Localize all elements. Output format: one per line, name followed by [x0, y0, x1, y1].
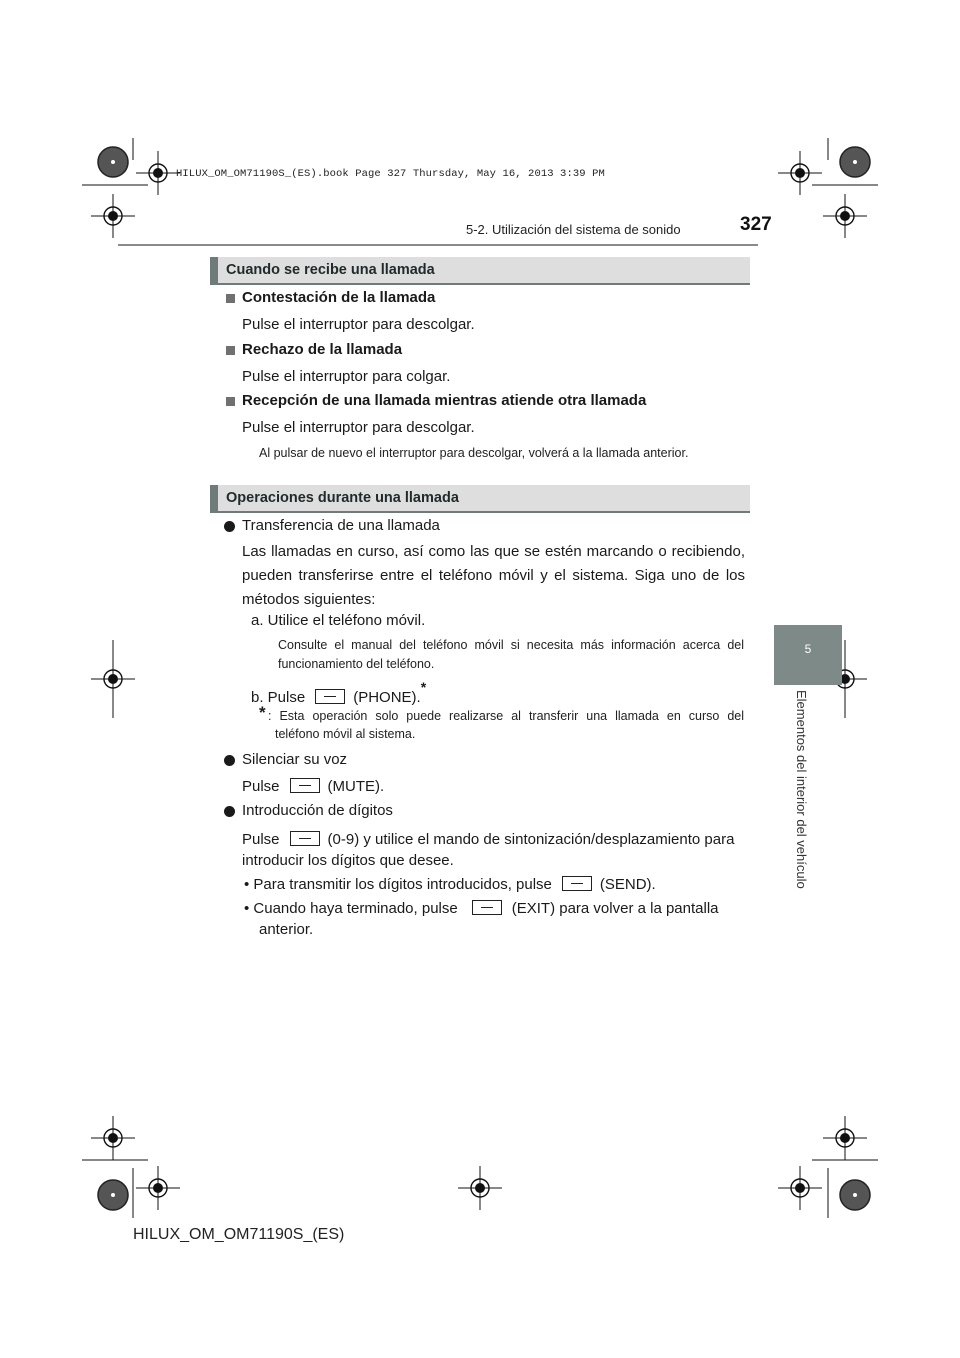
mute-heading: Silenciar su voz: [242, 751, 348, 768]
transfer-line: métodos siguientes:: [242, 591, 376, 608]
item-heading: Recepción de una llamada mientras atiende otra llamada: [242, 392, 647, 409]
digits-button-icon: [290, 831, 320, 846]
footnote-star: *: [420, 679, 427, 695]
section-title-text: Operaciones durante una llamada: [226, 490, 459, 506]
document-code: HILUX_OM_OM71190S_(ES): [133, 1226, 345, 1243]
mute-button-icon: [290, 778, 320, 793]
digits-line2: introducir los dígitos que desee.: [242, 852, 454, 869]
note-text: Al pulsar de nuevo el interruptor para descolgar, volverá a la llamada anterior.: [259, 446, 689, 460]
digits-heading: Introducción de dígitos: [242, 802, 393, 819]
digits-prefix: Pulse: [242, 831, 280, 848]
item-body: Pulse el interruptor para descolgar.: [242, 419, 475, 436]
exit-line2: anterior.: [259, 921, 314, 938]
transfer-heading: Transferencia de una llamada: [242, 517, 440, 534]
send-prefix: • Para transmitir los dígitos introducidos, pulse: [244, 876, 552, 893]
option-a: a. Utilice el teléfono móvil.: [251, 612, 426, 629]
footnote-star: *: [259, 703, 266, 722]
chapter-label: Elementos del interior del vehículo: [794, 690, 809, 889]
mute-prefix: Pulse: [242, 778, 280, 795]
mute-suffix: (MUTE).: [327, 778, 385, 795]
print-stamp: HILUX_OM_OM71190S_(ES).book Page 327 Thursday, May 16, 2013 3:39 PM: [176, 168, 605, 180]
square-bullet: [226, 346, 235, 355]
exit-suffix: (EXIT) para volver a la pantalla: [511, 900, 719, 917]
send-suffix: (SEND).: [599, 876, 656, 893]
item-heading: Rechazo de la llamada: [242, 341, 403, 358]
circle-bullet: [224, 521, 235, 532]
exit-prefix: • Cuando haya terminado, pulse: [244, 900, 458, 917]
chapter-tab[interactable]: 5: [774, 625, 842, 685]
square-bullet: [226, 294, 235, 303]
option-b-prefix: b. Pulse: [251, 689, 306, 706]
header-rule: [118, 244, 758, 246]
phone-button-icon: [315, 689, 345, 704]
transfer-line: Las llamadas en curso, así como las que se estén marcando o recibiendo,: [242, 543, 745, 560]
option-b: [251, 681, 426, 708]
section-title-during-call: [210, 485, 750, 513]
option-a-note: funcionamiento del teléfono.: [278, 657, 435, 671]
transfer-line: pueden transferirse entre el teléfono móvil y el sistema. Siga uno de los: [242, 567, 745, 584]
item-body: Pulse el interruptor para descolgar.: [242, 316, 475, 333]
item-body: Pulse el interruptor para colgar.: [242, 368, 451, 385]
exit-bullet: [244, 899, 719, 919]
send-bullet: [244, 875, 656, 895]
option-b-suffix: (PHONE).: [353, 689, 421, 706]
send-button-icon: [562, 876, 592, 891]
page-number: 327: [740, 214, 772, 235]
circle-bullet: [224, 755, 235, 766]
mute-line: [242, 777, 384, 797]
section-title-text: Cuando se recibe una llamada: [226, 262, 435, 278]
footnote-text: teléfono móvil al sistema.: [275, 727, 416, 741]
square-bullet: [226, 397, 235, 406]
circle-bullet: [224, 806, 235, 817]
footnote-text: : Esta operación solo puede realizarse al transferir una llamada en curso del: [268, 709, 744, 723]
digits-suffix: (0-9) y utilice el mando de sintonización/desplazamiento para: [327, 831, 735, 848]
section-header: 5-2. Utilización del sistema de sonido: [466, 222, 681, 237]
exit-button-icon: [472, 900, 502, 915]
option-a-note: Consulte el manual del teléfono móvil si necesita más información acerca del: [278, 638, 744, 652]
digits-line: [242, 830, 734, 850]
section-title-receive: [210, 257, 750, 285]
item-heading: Contestación de la llamada: [242, 289, 436, 306]
